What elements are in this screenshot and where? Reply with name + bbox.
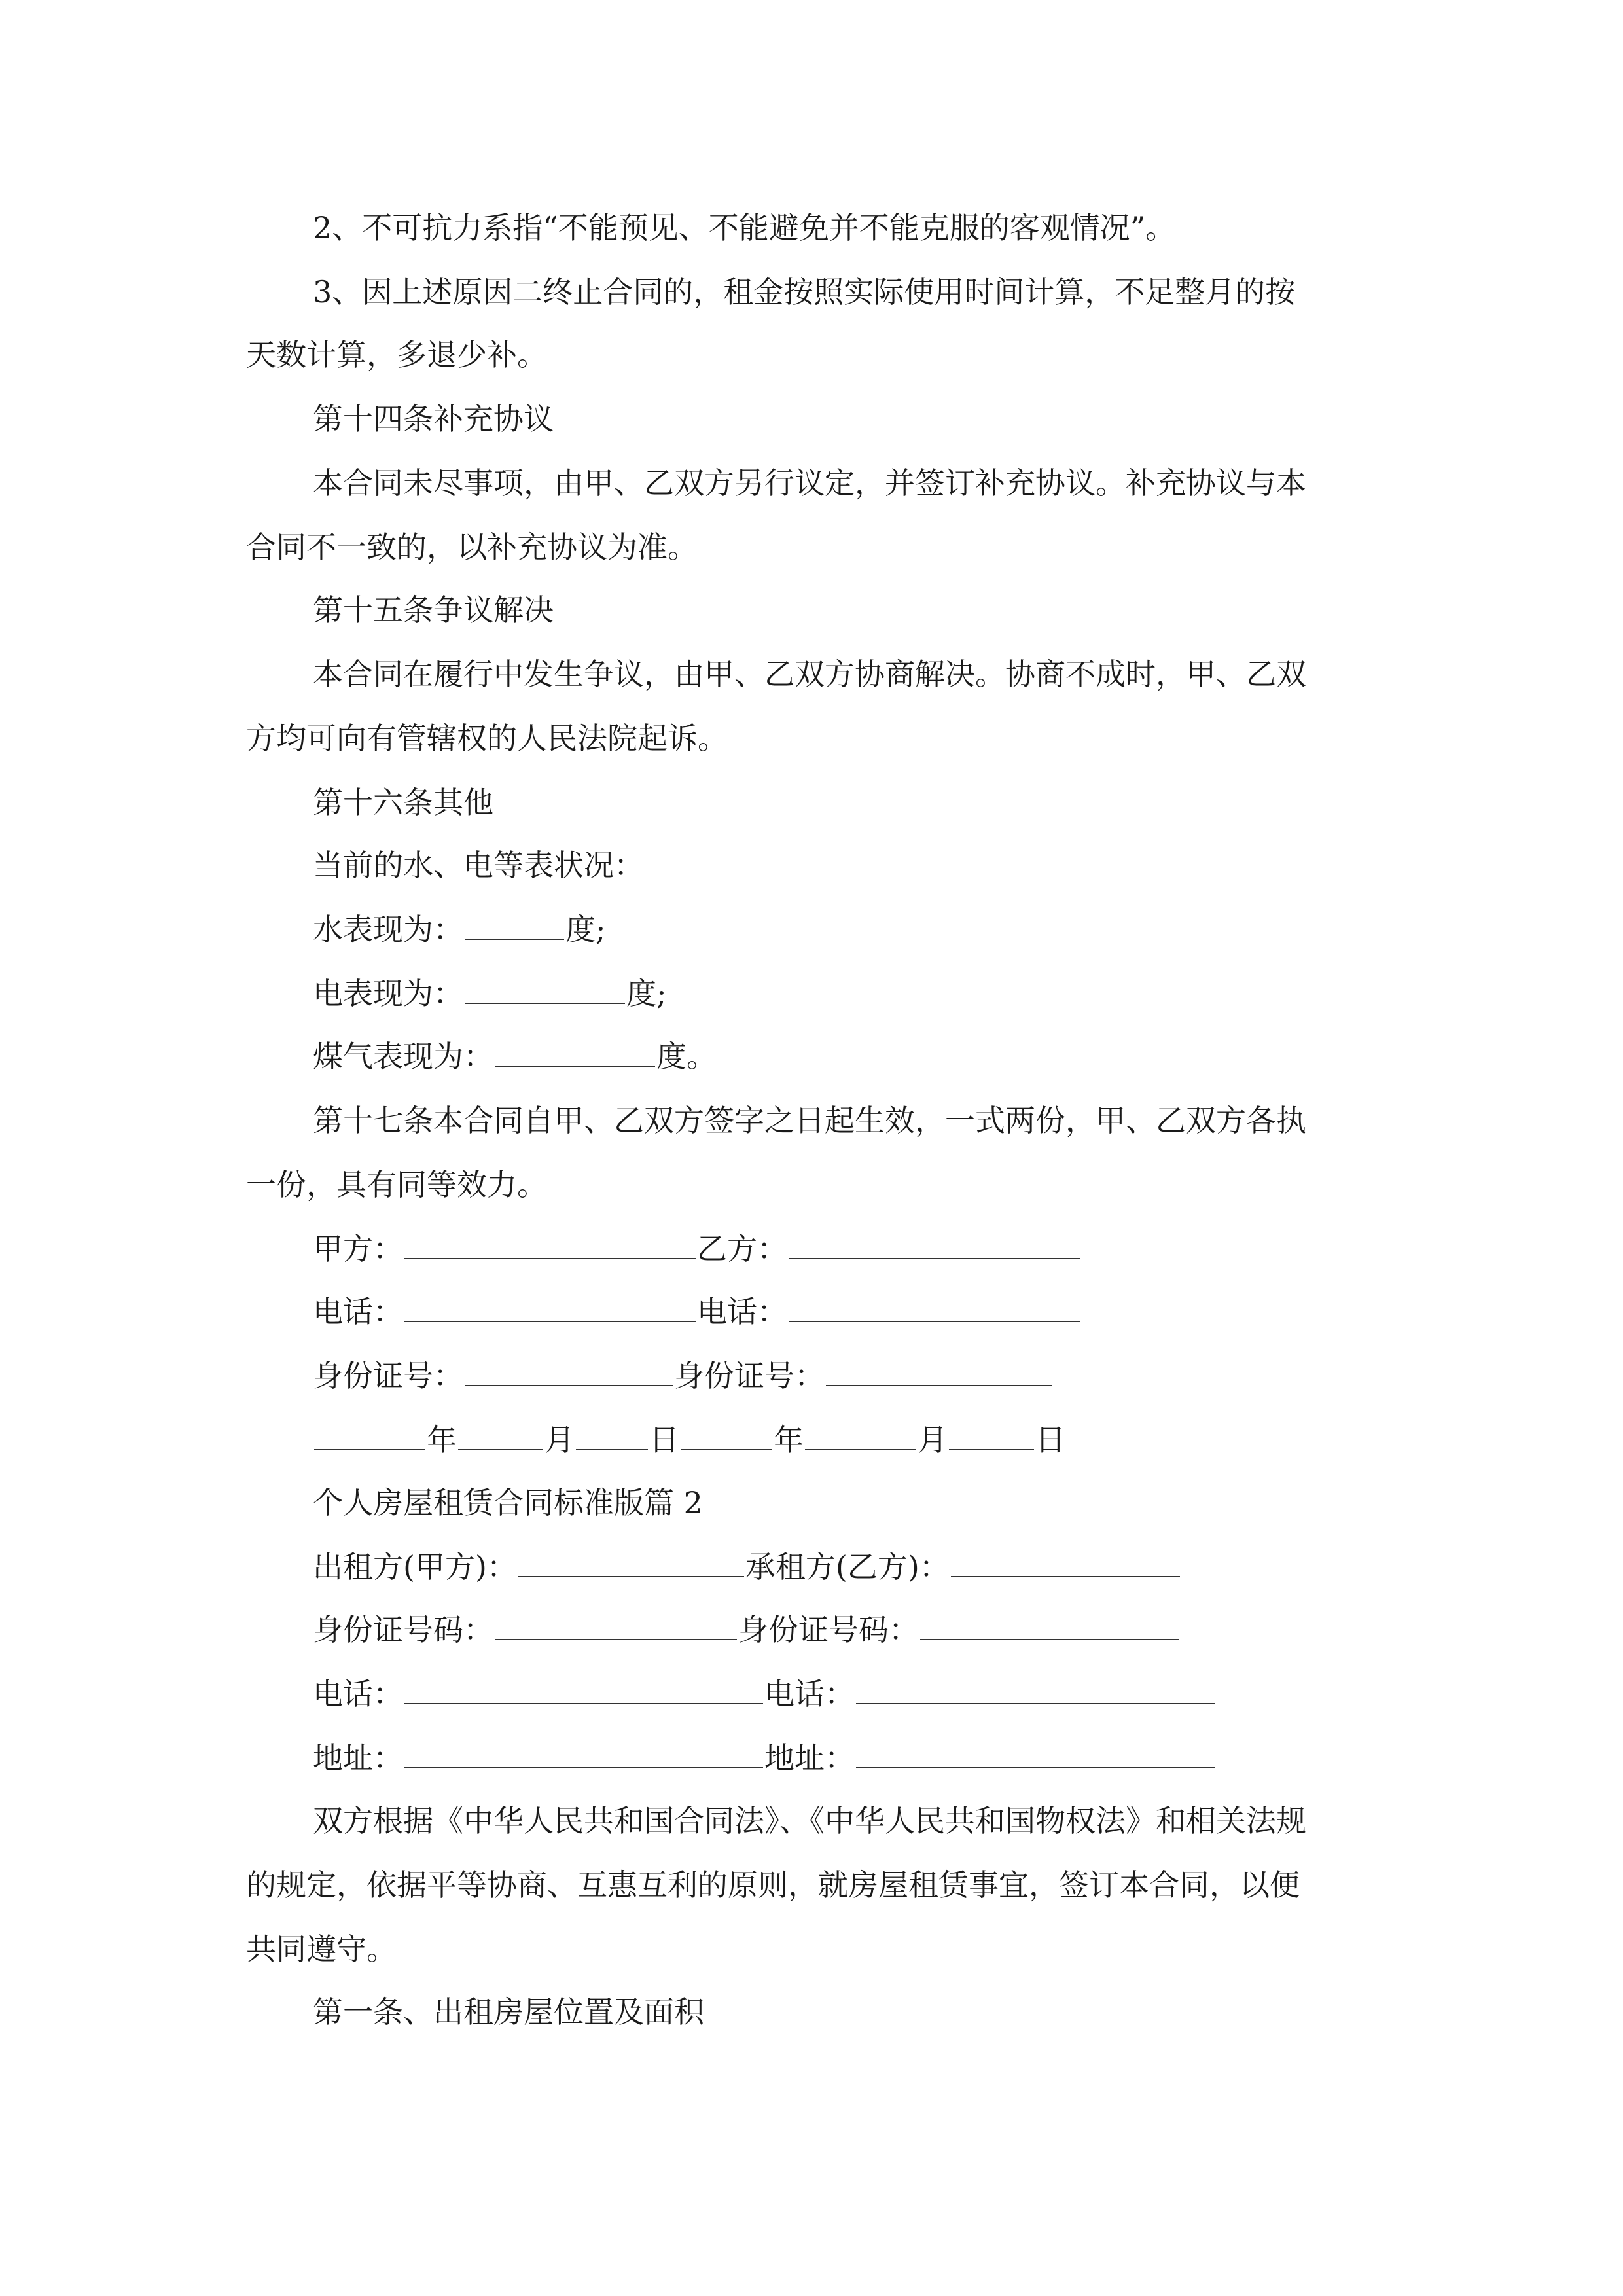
tel-a-blank[interactable] [404, 1674, 763, 1704]
text-line: 方均可向有管辖权的人民法院起诉。 [246, 721, 728, 756]
year-a-label: 年 [427, 1422, 457, 1458]
text-line: 本合同未尽事项，由甲、乙双方另行议定，并签订补充协议。补充协议与本 [313, 465, 1306, 501]
address-a-label: 地址： [313, 1740, 403, 1776]
party-b-blank[interactable] [789, 1229, 1080, 1259]
phone-b-blank[interactable] [789, 1292, 1080, 1322]
water-meter-line [313, 910, 606, 949]
day-a-blank[interactable] [576, 1420, 648, 1450]
text-line: 2、不可抗力系指“不能预见、不能避免并不能克服的客观情况”。 [313, 210, 1176, 245]
id-a-label: 身份证号： [313, 1358, 463, 1393]
tel-line [313, 1674, 1216, 1713]
id-a-blank[interactable] [465, 1356, 673, 1386]
gas-meter-label: 煤气表现为： [313, 1039, 493, 1074]
tel-a-label: 电话： [313, 1676, 403, 1712]
electric-meter-blank[interactable] [465, 974, 625, 1004]
lessor-blank[interactable] [518, 1547, 744, 1577]
section-heading: 第一条、出租房屋位置及面积 [313, 1994, 704, 2030]
id-number-a-label: 身份证号码： [313, 1612, 493, 1647]
gas-meter-unit: 度。 [656, 1039, 717, 1074]
address-a-blank[interactable] [404, 1738, 763, 1768]
text-line: 本合同在履行中发生争议，由甲、乙双方协商解决。协商不成时，甲、乙双 [313, 656, 1306, 692]
text-line: 当前的水、电等表状况： [313, 848, 644, 883]
electric-meter-line [313, 974, 667, 1013]
id-number-b-blank[interactable] [920, 1610, 1179, 1640]
text-line: 一份，具有同等效力。 [246, 1167, 547, 1202]
electric-meter-unit: 度; [626, 976, 667, 1011]
text-line: 天数计算，多退少补。 [246, 337, 547, 372]
water-meter-label: 水表现为： [313, 912, 463, 947]
text-line: 3、因上述原因二终止合同的，租金按照实际使用时间计算，不足整月的按 [313, 274, 1296, 310]
month-b-label: 月 [918, 1422, 948, 1458]
water-meter-unit: 度; [565, 912, 606, 947]
section-heading: 第十六条其他 [313, 785, 493, 820]
party-a-label: 甲方： [313, 1231, 403, 1266]
gas-meter-line [313, 1037, 717, 1076]
text-line: 第十七条本合同自甲、乙双方签字之日起生效，一式两份，甲、乙双方各执 [313, 1103, 1306, 1138]
day-b-label: 日 [1035, 1422, 1065, 1458]
text-line: 双方根据《中华人民共和国合同法》、《中华人民共和国物权法》和相关法规 [313, 1803, 1306, 1839]
text-line: 的规定，依据平等协商、互惠互利的原则，就房屋租赁事宜，签订本合同，以便 [246, 1867, 1300, 1903]
tel-b-label: 电话： [764, 1676, 855, 1712]
electric-meter-label: 电表现为： [313, 976, 463, 1011]
id-b-label: 身份证号： [674, 1358, 825, 1393]
phone-b-label: 电话： [697, 1294, 787, 1329]
lessee-label: 承租方(乙方)： [745, 1549, 950, 1585]
party-line [313, 1229, 1081, 1268]
text-line: 合同不一致的，以补充协议为准。 [246, 529, 698, 565]
lessor-lessee-line [313, 1547, 1181, 1587]
contract-title: 个人房屋租赁合同标准版篇 2 [313, 1485, 703, 1520]
day-a-label: 日 [649, 1422, 679, 1458]
id-b-blank[interactable] [826, 1356, 1052, 1386]
party-b-label: 乙方： [697, 1231, 787, 1266]
id-number-line [313, 1610, 1180, 1649]
id-line [313, 1356, 1053, 1395]
tel-b-blank[interactable] [856, 1674, 1215, 1704]
section-heading: 第十四条补充协议 [313, 401, 554, 437]
id-number-b-label: 身份证号码： [738, 1612, 919, 1647]
day-b-blank[interactable] [949, 1420, 1034, 1450]
phone-a-blank[interactable] [404, 1292, 696, 1322]
text-line: 共同遵守。 [246, 1931, 397, 1967]
address-b-label: 地址： [764, 1740, 855, 1776]
lessor-label: 出租方(甲方)： [313, 1549, 517, 1585]
phone-a-label: 电话： [313, 1294, 403, 1329]
lessee-blank[interactable] [951, 1547, 1180, 1577]
party-a-blank[interactable] [404, 1229, 696, 1259]
year-b-blank[interactable] [681, 1420, 772, 1450]
phone-line [313, 1292, 1081, 1331]
month-a-blank[interactable] [458, 1420, 543, 1450]
id-number-a-blank[interactable] [495, 1610, 737, 1640]
date-line [313, 1420, 1065, 1460]
section-heading: 第十五条争议解决 [313, 592, 554, 628]
address-b-blank[interactable] [856, 1738, 1215, 1768]
month-a-label: 月 [544, 1422, 575, 1458]
year-b-label: 年 [774, 1422, 804, 1458]
month-b-blank[interactable] [805, 1420, 916, 1450]
water-meter-blank[interactable] [465, 910, 564, 940]
year-a-blank[interactable] [314, 1420, 425, 1450]
address-line [313, 1738, 1216, 1778]
gas-meter-blank[interactable] [495, 1037, 655, 1067]
